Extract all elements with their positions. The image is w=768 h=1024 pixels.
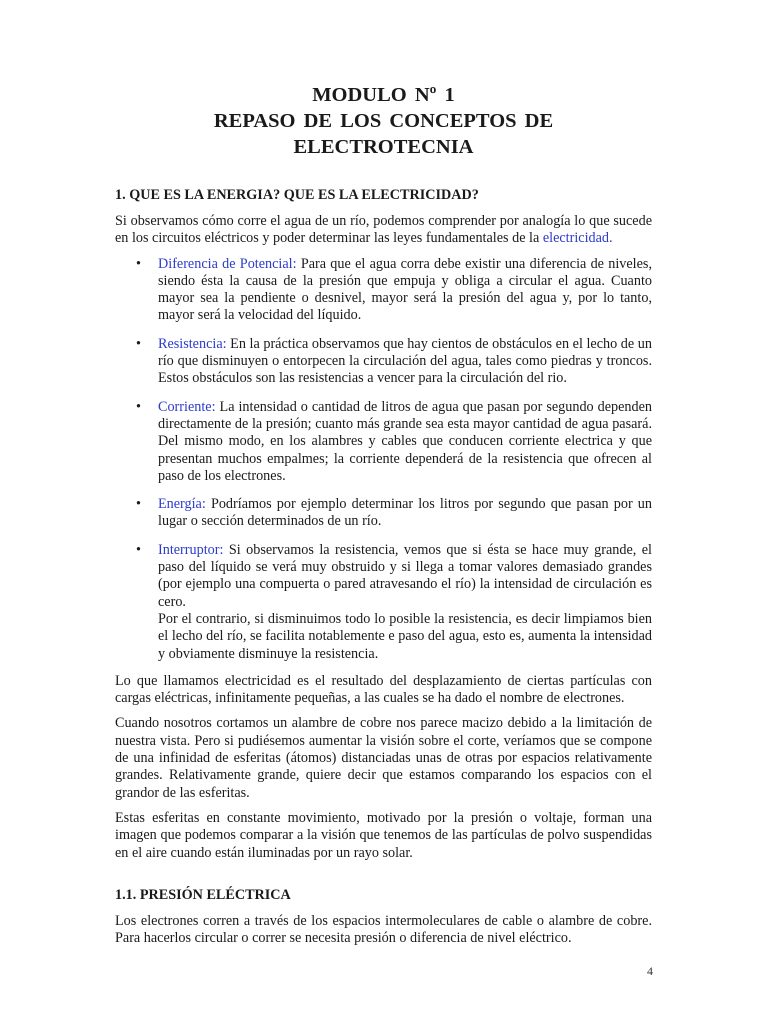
page-number: 4 <box>647 964 653 978</box>
list-item-corriente <box>115 399 652 485</box>
paragraph-presion: Los electrones corren a través de los espacios intermoleculares de cable o alambre de cobre. Para hacerlos circular o correr se necesita presión o diferencia de nivel eléctrico. <box>115 912 652 947</box>
paragraph-alambre: Cuando nosotros cortamos un alambre de cobre nos parece macizo debido a la limitación de nuestra vista. Pero si pudiésemos aumentar la visión sobre el corte, veríamos que se compone de una infinidad de esferitas (átomos) distanciadas unas de otras por espacios relativamente grandes. Relativamente grande, quiere decir que estamos comparando los espacios con el grandor de las esferitas. <box>115 715 652 801</box>
term-resistencia: Resistencia: <box>158 335 227 352</box>
section-1-heading: 1. QUE ES LA ENERGIA? QUE ES LA ELECTRICIDAD? <box>115 187 479 203</box>
paragraph-electricidad: Lo que llamamos electricidad es el resultado del desplazamiento de ciertas partículas con cargas eléctricas, infinitamente pequeñas, a las cuales se ha dado el nombre de electrones. <box>115 672 652 707</box>
definition-text: En la práctica observamos que hay cientos de obstáculos en el lecho de un río que disminuyen o entorpecen la circulación del agua, tales como piedras y troncos. Estos obstáculos son las resistencias a vencer para la circulación del rio. <box>158 335 652 387</box>
list-item-diferencia-de-potencial <box>115 256 652 325</box>
term-energia: Energía: <box>158 496 206 513</box>
concept-list <box>115 256 652 663</box>
definition-continuation: Por el contrario, si disminuimos todo lo posible la resistencia, es decir limpiamos bien el lecho del río, se facilita notablemente e paso del agua, esto es, aumenta la intensidad y obviamente disminuye la resistencia. <box>158 610 652 662</box>
bullet-icon: • <box>136 398 141 415</box>
document-page <box>115 82 652 947</box>
section-1-intro <box>115 213 652 248</box>
title-line-3: ELECTROTECNIA <box>293 136 474 158</box>
term-corriente: Corriente: <box>158 398 216 415</box>
section-1-1-heading: 1.1. PRESIÓN ELÉCTRICA <box>115 886 291 903</box>
list-item-resistencia <box>115 336 652 388</box>
definition-text: Si observamos la resistencia, vemos que si ésta se hace muy grande, el paso del líquido se verá muy obstruido y si llega a tomar valores demasiado grandes (por ejemplo una compuerta o pared atravesando el río) la intensidad de circulación es cero. <box>158 541 652 610</box>
title-line-1: MODULO Nº 1 <box>312 84 455 106</box>
electricidad-link[interactable]: electricidad. <box>542 230 613 247</box>
definition-text: La intensidad o cantidad de litros de agua que pasan por segundo dependen directamente de la presión; cuanto más grande sea esta mayor cantidad de agua pasará. Del mismo modo, en los alambres y cables que conducen corriente electrica y que presentan muchos empalmes; la corriente dependerá de la resistencia que ofrecen al paso de los electrones. <box>158 398 652 484</box>
bullet-icon: • <box>136 496 141 513</box>
term-interruptor: Interruptor: <box>158 541 224 558</box>
title-line-2: REPASO DE LOS CONCEPTOS DE <box>213 110 554 132</box>
definition-text: Podríamos por ejemplo determinar los litros por segundo que pasan por un lugar o sección determinados de un río. <box>158 496 652 530</box>
bullet-icon: • <box>136 255 141 272</box>
list-item-interruptor <box>115 542 652 663</box>
term-diferencia-de-potencial: Diferencia de Potencial: <box>158 255 297 272</box>
bullet-icon: • <box>136 541 141 558</box>
list-item-energia <box>115 496 652 531</box>
bullet-icon: • <box>136 335 141 352</box>
paragraph-esferitas: Estas esferitas en constante movimiento, motivado por la presión o voltaje, forman una imagen que podemos comparar a la visión que tenemos de las partículas de polvo suspendidas en el aire cuando están iluminadas por un rayo solar. <box>115 809 652 861</box>
intro-text: Si observamos cómo corre el agua de un río, podemos comprender por analogía lo que sucede en los circuitos eléctricos y poder determinar las leyes fundamentales de la <box>115 213 652 247</box>
module-title <box>115 82 652 160</box>
definition-text: Para que el agua corra debe existir una diferencia de niveles, siendo ésta la causa de la presión que empuja y obliga a circular el agua. Cuanto mayor sea la pendiente o desnivel, mayor será la presión del agua y, por lo tanto, mayor será la velocidad del líquido. <box>158 255 652 324</box>
